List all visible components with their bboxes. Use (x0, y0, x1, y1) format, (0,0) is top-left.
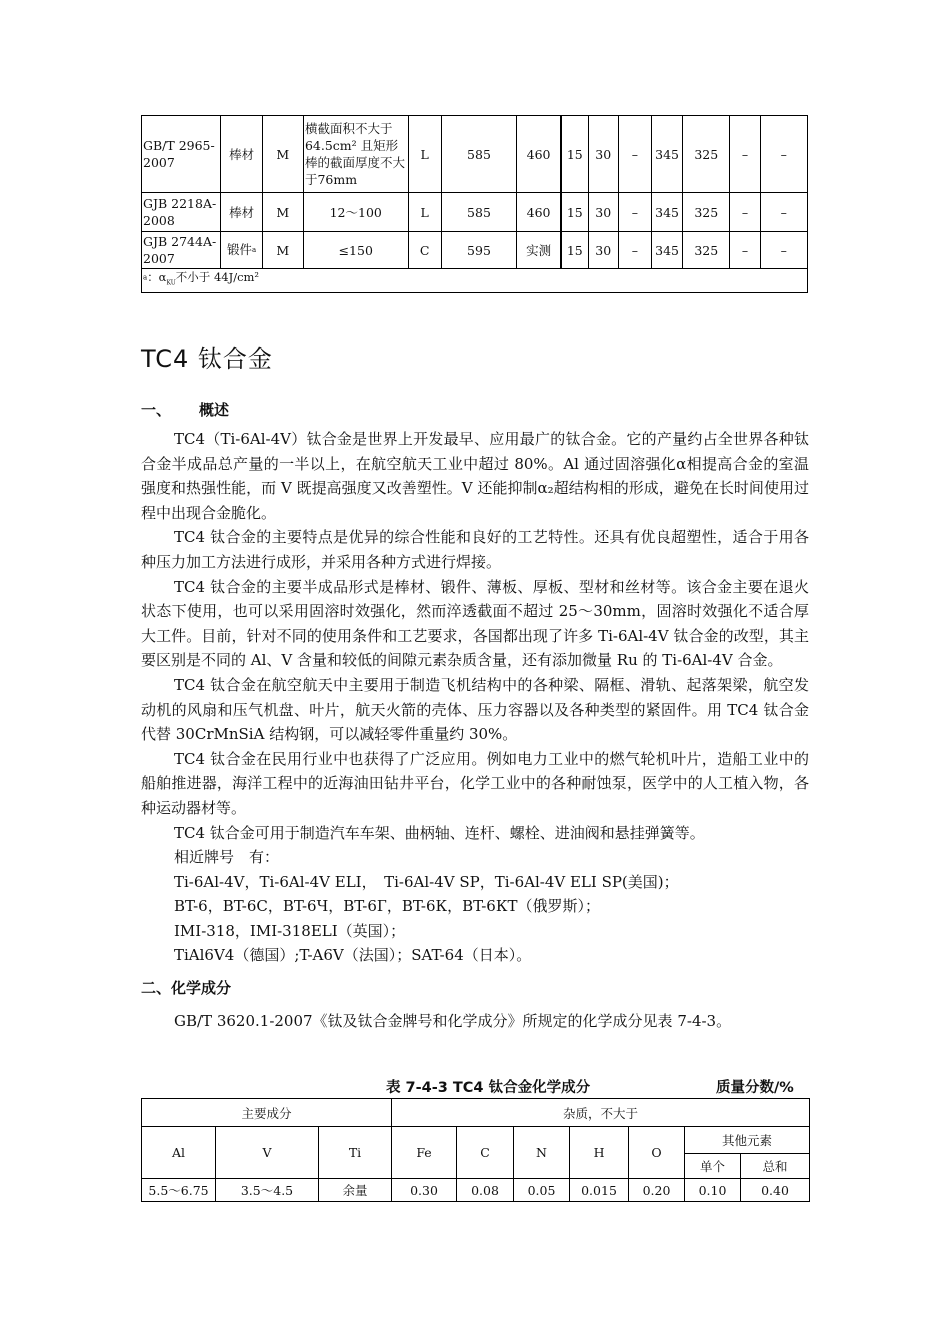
header-other: 其他元素 (685, 1127, 810, 1154)
table-row (142, 116, 808, 193)
cell-t: 345 (651, 232, 682, 269)
paragraph: TC4 钛合金可用于制造汽车车架、曲柄轴、连杆、螺栓、进油阀和悬挂弹簧等。 (174, 823, 705, 842)
cell-c: 0.08 (457, 1179, 514, 1202)
header-ti: Ti (319, 1127, 392, 1179)
cell-rp: 460 (517, 193, 561, 232)
cell-akv: – (618, 193, 651, 232)
section-heading-chemistry (141, 976, 809, 1001)
table-row (142, 232, 808, 269)
cell-rm: 595 (441, 232, 516, 269)
similar-grades-line: Ti-6Al-4V，Ti-6Al-4V ELI， Ti-6Al-4V SP，Ti-6Al-4V ELI SP(美国)； (174, 872, 679, 891)
paragraph: TC4 钛合金在航空航天中主要用于制造飞机结构中的各种梁、隔框、滑轨、起落架梁，航空发动机的风扇和压气机盘、叶片，航天火箭的壳体、压力容器以及各种类型的紧固件。用 TC4 钛合金代替 30CrMnSiA 结构钢，可以减轻零件重量约 30%。 (141, 675, 809, 744)
cell-u: 325 (683, 232, 730, 269)
header-c: C (457, 1127, 514, 1179)
footnote-mark: a (252, 246, 257, 254)
cell-direction: C (408, 232, 441, 269)
cell-o: 0.20 (629, 1179, 685, 1202)
cell-t: 345 (651, 193, 682, 232)
cell-direction: L (408, 116, 441, 193)
cell-size: 12～100 (303, 193, 408, 232)
cell-state: M (262, 193, 303, 232)
similar-grades-line: TiAl6V4（德国）;T-A6V（法国）；SAT-64（日本）。 (174, 946, 532, 965)
body-text (141, 427, 809, 1033)
cell-akv: – (618, 116, 651, 193)
paragraph: TC4 钛合金的主要半成品形式是棒材、锻件、薄板、厚板、型材和丝材等。该合金主要在退火状态下使用，也可以采用固溶时效强化，然而淬透截面不超过 25～30mm，固溶时效强化不适合厚大工件。目前，针对不同的使用条件和工艺要求，各国都出现了许多 Ti-6Al-4V 钛合金的改型，其主要区别是不同的 Al、V 含量和较低的间隙元素杂质含量，还有添加微量 Ru 的 Ti-6Al-4V 合金。 (141, 577, 809, 670)
cell-single: 0.10 (685, 1179, 741, 1202)
cell-a: 15 (561, 116, 588, 193)
cell-form: 棒材 (221, 116, 262, 193)
footnote-alpha: ：α (147, 270, 167, 285)
cell-standard: GB/T 2965-2007 (142, 116, 221, 193)
cell-x1: – (730, 193, 760, 232)
table-footnote-row (142, 269, 808, 293)
cell-x2: – (760, 232, 807, 269)
cell-akv: – (618, 232, 651, 269)
footnote-text: 不小于 44J/cm² (175, 270, 260, 285)
cell-rp: 实测 (517, 232, 561, 269)
footnote-sub: KU (166, 279, 176, 287)
caption-unit: 质量分数/% (716, 1080, 794, 1096)
header-impurity: 杂质，不大于 (392, 1099, 810, 1127)
table-header-row (142, 1099, 810, 1127)
page-title: TC4 钛合金 (141, 345, 273, 373)
table-header-row (142, 1127, 810, 1154)
similar-grades-label: 相近牌号 有： (174, 848, 280, 867)
cell-x2: – (760, 193, 807, 232)
cell-size: 横截面积不大于64.5cm² 且矩形棒的截面厚度不大于76mm (303, 116, 408, 193)
cell-h: 0.015 (570, 1179, 629, 1202)
standards-table (141, 115, 808, 293)
cell-z: 30 (588, 116, 618, 193)
cell-x1: – (730, 232, 760, 269)
cell-standard: GJB 2218A-2008 (142, 193, 221, 232)
cell-state: M (262, 232, 303, 269)
header-v: V (216, 1127, 319, 1179)
paragraph: TC4（Ti-6Al-4V）钛合金是世界上开发最早、应用最广的钛合金。它的产量约占全世界各种钛合金半成品总产量的一半以上，在航空航天工业中超过 80%。Al 通过固溶强化α相提高合金的室温强度和热强性能，而 V 既提高强度又改善塑性。V 还能抑制α₂超结构相的形成，避免在长时间使用过程中出现合金脆化。 (141, 430, 809, 522)
section-title: 概述 (199, 401, 230, 419)
cell-total: 0.40 (741, 1179, 810, 1202)
chem-composition-table (141, 1098, 810, 1202)
cell-a: 15 (561, 232, 588, 269)
section-title: 化学成分 (171, 979, 232, 998)
cell-fe: 0.30 (392, 1179, 457, 1202)
paragraph: TC4 钛合金在民用行业中也获得了广泛应用。例如电力工业中的燃气轮机叶片，造船工业中的船舶推进器，海洋工程中的近海油田钻井平台，化学工业中的各种耐蚀泵，医学中的人工植入物，各种运动器材等。 (141, 749, 809, 817)
header-h: H (570, 1127, 629, 1179)
cell-standard: GJB 2744A-2007 (142, 232, 221, 269)
cell-form (221, 232, 262, 269)
cell-x1: – (730, 116, 760, 193)
cell-x2: – (760, 116, 807, 193)
header-n: N (514, 1127, 570, 1179)
cell-u: 325 (683, 116, 730, 193)
cell-rp: 460 (517, 116, 561, 193)
cell-al: 5.5～6.75 (142, 1179, 216, 1202)
chem-intro: GB/T 3620.1-2007《钛及钛合金牌号和化学成分》所规定的化学成分见表 7-4-3。 (174, 1011, 732, 1030)
cell-z: 30 (588, 232, 618, 269)
cell-a: 15 (561, 193, 588, 232)
cell-state: M (262, 116, 303, 193)
cell-u: 325 (683, 193, 730, 232)
cell-n: 0.05 (514, 1179, 570, 1202)
similar-grades-line: BT-6，BT-6C，BT-6Ч，BT-6Г，BT-6К，BT-6КТ（俄罗斯）； (174, 897, 600, 916)
table-footnote (142, 269, 808, 293)
header-fe: Fe (392, 1127, 457, 1179)
caption-text: 表 7-4-3 TC4 钛合金化学成分 (386, 1080, 591, 1096)
header-single: 单个 (685, 1154, 741, 1179)
cell-size: ≤150 (303, 232, 408, 269)
header-o: O (629, 1127, 685, 1179)
header-main: 主要成分 (142, 1099, 392, 1127)
table-row (142, 1179, 810, 1202)
footnote-mark: a (143, 273, 148, 282)
paragraph: TC4 钛合金的主要特点是优异的综合性能和良好的工艺特性。还具有优良超塑性，适合于用各种压力加工方法进行成形，并采用各种方式进行焊接。 (141, 528, 809, 571)
header-total: 总和 (741, 1154, 810, 1179)
section-heading-overview (141, 399, 229, 420)
cell-direction: L (408, 193, 441, 232)
cell-z: 30 (588, 193, 618, 232)
section-number: 一、 (141, 401, 172, 419)
section-number: 二、 (141, 979, 172, 998)
cell-t: 345 (651, 116, 682, 193)
form-text: 锻件 (226, 242, 252, 257)
similar-grades-line: IMI-318，IMI-318ELI（英国）； (174, 921, 406, 940)
cell-v: 3.5～4.5 (216, 1179, 319, 1202)
cell-rm: 585 (441, 116, 516, 193)
cell-ti: 余量 (319, 1179, 392, 1202)
table-row (142, 193, 808, 232)
cell-rm: 585 (441, 193, 516, 232)
cell-form: 棒材 (221, 193, 262, 232)
header-al: Al (142, 1127, 216, 1179)
